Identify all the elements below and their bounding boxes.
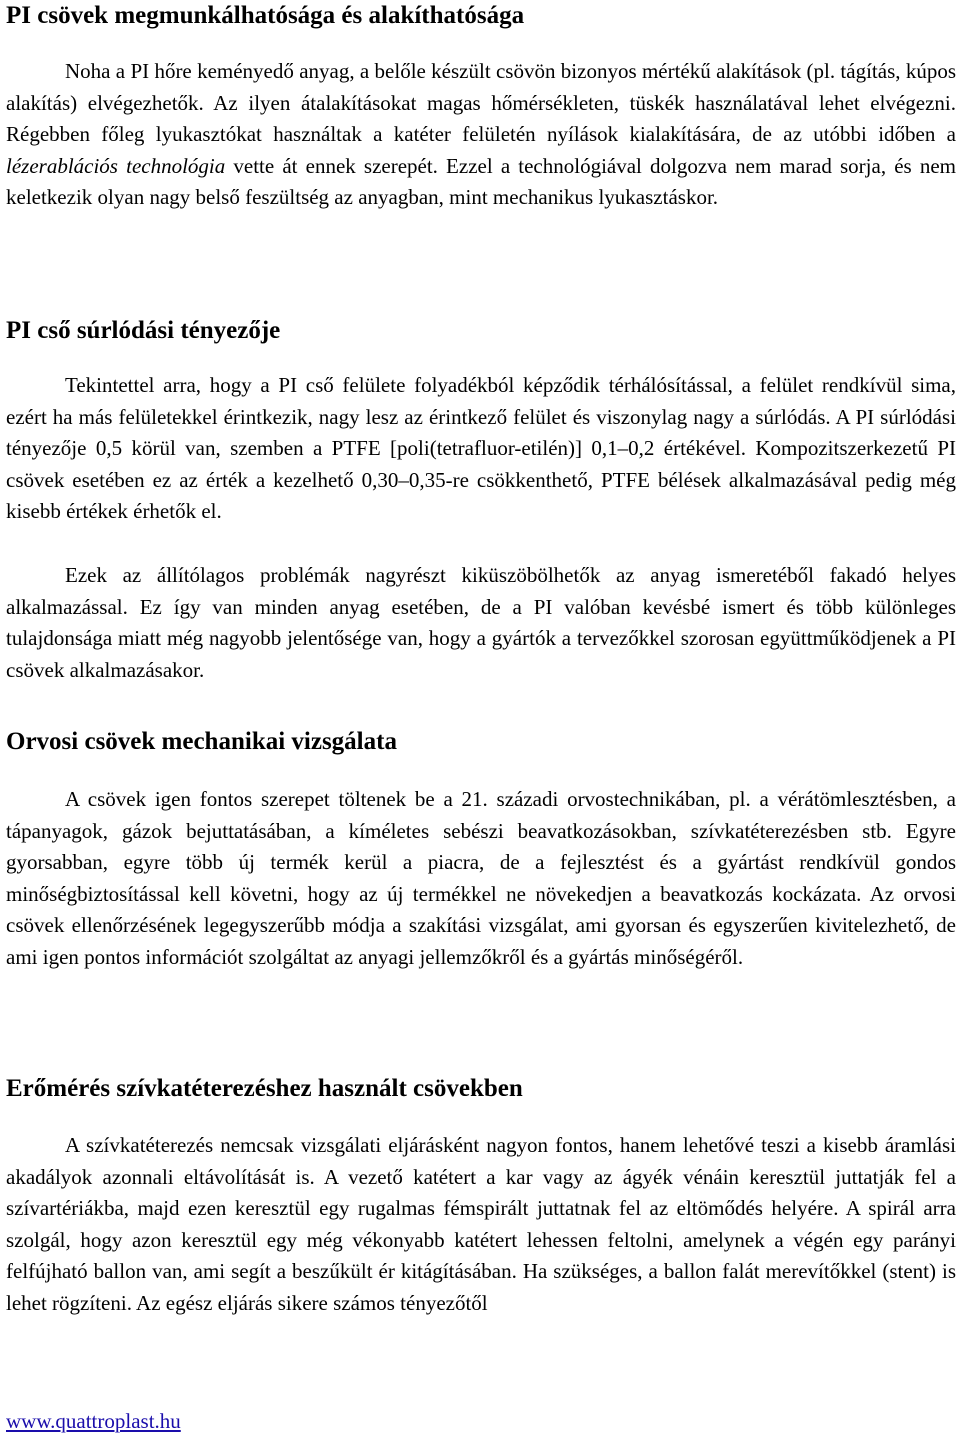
paragraph-friction-2: Ezek az állítólagos problémák nagyrészt kiküszöbölhetők az anyag ismeretéből fakadó helyes alkalmazással. Ez így van minden anyag esetében, de a PI valóban kevésbé ismert és több különleges tulajdonsága miatt még nagyobb jelentősége van, hogy a gyártók a tervezőkkel szorosan együttműködjenek a PI csövek alkalmazásakor.: [6, 563, 956, 682]
italic-term: lézerablációs technológia: [6, 153, 226, 178]
footer-website-link[interactable]: www.quattroplast.hu: [6, 1409, 181, 1433]
section-heading-friction: PI cső súrlódási tényezője: [6, 317, 281, 344]
paragraph-medical-tubes: A csövek igen fontos szerepet töltenek be a 21. századi orvostechnikában, pl. a vérátömlesztésben, a tápanyagok, gázok bejuttatásában, a kíméletes sebészi beavatkozásokban, szívkatéterezésben stb. Egyre gyorsabban, egyre több új termék kerül a piacra, de a fejlesztést és a gyártást rendkívül gondos minőségbiztosítással kell követni, hogy az új termékkel ne növekedjen a beavatkozás kockázata. Az orvosi csövek ellenőrzésének legegyszerűbb módja a szakítási vizsgálat, ami gyorsan és egyszerűen kivitelezhető, de ami igen pontos információt szolgáltat az anyagi jellemzőkről és a gyártás minőségéről.: [6, 787, 956, 969]
paragraph-force-measurement: A szívkatéterezés nemcsak vizsgálati eljárásként nagyon fontos, hanem lehetővé teszi a kisebb áramlási akadályok azonnali eltávolítását is. A vezető katétert a kar vagy az ágyék vénáin keresztül juttatják fel a szívartériákba, majd ezen keresztül egy rugalmas fémspirált juttatnak fel az eltömődés helyére. A spirál arra szolgál, hogy azon keresztül egy még vékonyabb katétert lehessen feltolni, amelynek a végén egy parányi felfújható ballon van, ami segít a beszűkült ér kitágításában. Ha szükséges, a ballon falát merevítőkkel (stent) is lehet rögzíteni. Az egész eljárás sikere számos tényezőtől: [6, 1133, 956, 1315]
section-heading-medical-tubes: Orvosi csövek mechanikai vizsgálata: [6, 728, 397, 755]
section-heading-machinability: PI csövek megmunkálhatósága és alakíthatósága: [6, 2, 525, 29]
paragraph-text: vette át ennek szerepét. Ezzel a technológiával dolgozva nem marad sorja, és nem keletkezik olyan nagy belső feszültség az anyagban, mint mechanikus lyukasztáskor.: [6, 153, 956, 210]
section-heading-force-measurement: Erőmérés szívkatéterezéshez használt csövekben: [6, 1075, 523, 1102]
paragraph-machinability: [6, 56, 956, 214]
paragraph-text: Noha a PI hőre keményedő anyag, a belőle készült csövön bizonyos mértékű alakítások (pl. tágítás, kúpos alakítás) elvégezhetők. Az ilyen átalakításokat magas hőmérsékleten, tüskék használatával lehet elvégezni. Régebben főleg lyukasztókat használtak a katéter felületén nyílások kialakítására, de az utóbbi időben a: [6, 59, 956, 147]
paragraph-friction-1: Tekintettel arra, hogy a PI cső felülete folyadékból képződik térhálósítással, a felület rendkívül sima, ezért ha más felületekkel érintkezik, nagy lesz az érintkező felület és viszonylag nagy a súrlódás. A PI súrlódási tényezője 0,5 körül van, szemben a PTFE [poli(tetrafluor-etilén)] 0,1–0,2 értékével. Kompozitszerkezetű PI csövek esetében ez az érték a kezelhető 0,30–0,35-re csökkenthető, PTFE bélések alkalmazásával pedig még kisebb értékek érhetők el.: [6, 373, 956, 524]
